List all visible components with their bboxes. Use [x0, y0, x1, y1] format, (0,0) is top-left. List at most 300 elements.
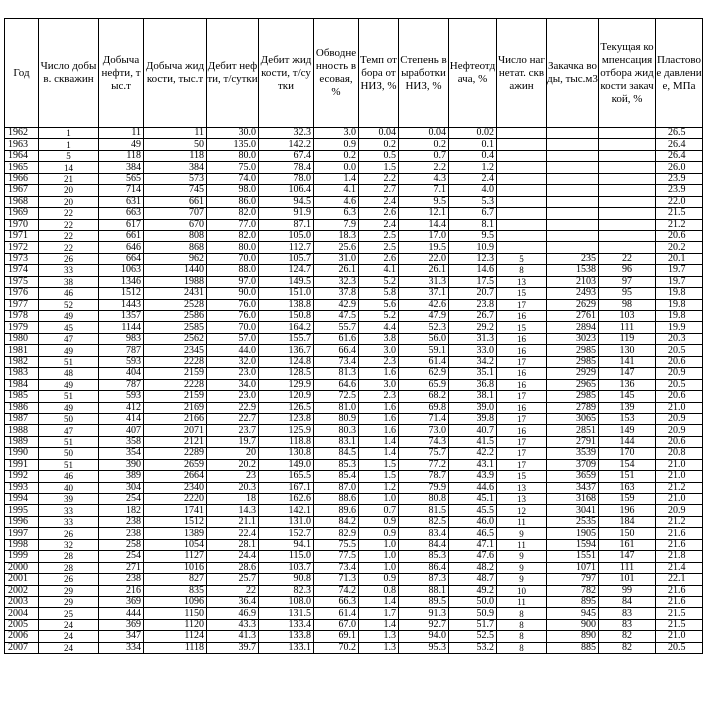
cell-oil-production: 593 [99, 356, 144, 367]
cell-recovery-rate: 0.9 [359, 516, 399, 527]
table-row [5, 494, 703, 505]
cell-reservoir-pressure: 19.7 [656, 276, 703, 287]
cell-water-injection: 2985 [547, 356, 599, 367]
cell-year: 1979 [5, 322, 39, 333]
cell-oil-recovery: 1.2 [449, 162, 497, 173]
cell-recovery-rate: 2.4 [359, 219, 399, 230]
cell-oil-production: 787 [99, 379, 144, 390]
cell-water-cut: 70.2 [314, 642, 359, 653]
cell-liquid-production: 745 [144, 185, 207, 196]
cell-reservoir-pressure: 21.6 [656, 528, 703, 539]
cell-liquid-rate: 128.5 [259, 368, 314, 379]
cell-oil-production: 1346 [99, 276, 144, 287]
cell-water-injection: 2493 [547, 288, 599, 299]
cell-water-cut: 26.1 [314, 265, 359, 276]
cell-oil-rate: 14.3 [207, 505, 259, 516]
cell-liquid-production: 2169 [144, 402, 207, 413]
cell-oil-rate: 80.0 [207, 150, 259, 161]
cell-depletion: 83.4 [399, 528, 449, 539]
cell-compensation [599, 150, 656, 161]
cell-water-cut: 71.3 [314, 574, 359, 585]
cell-water-injection [547, 230, 599, 241]
table-row [5, 619, 703, 630]
cell-compensation: 83 [599, 608, 656, 619]
cell-reservoir-pressure: 20.2 [656, 242, 703, 253]
cell-water-cut: 66.4 [314, 345, 359, 356]
table-row [5, 379, 703, 390]
cell-water-injection: 1905 [547, 528, 599, 539]
cell-oil-production: 1357 [99, 311, 144, 322]
cell-oil-production: 369 [99, 596, 144, 607]
cell-oil-rate: 28.1 [207, 539, 259, 550]
table-container [4, 18, 702, 654]
cell-producing-wells: 47 [39, 425, 99, 436]
cell-oil-rate: 76.0 [207, 311, 259, 322]
cell-oil-recovery: 46.5 [449, 528, 497, 539]
cell-water-injection: 3709 [547, 459, 599, 470]
cell-water-cut: 37.8 [314, 288, 359, 299]
cell-recovery-rate: 5.8 [359, 288, 399, 299]
cell-water-cut: 6.3 [314, 208, 359, 219]
cell-water-cut: 18.3 [314, 230, 359, 241]
cell-oil-production: 631 [99, 196, 144, 207]
table-row [5, 128, 703, 139]
cell-water-cut: 73.4 [314, 562, 359, 573]
cell-liquid-rate: 105.7 [259, 253, 314, 264]
cell-liquid-production: 1120 [144, 619, 207, 630]
cell-recovery-rate: 0.8 [359, 585, 399, 596]
cell-injection-wells: 10 [497, 585, 547, 596]
cell-injection-wells: 11 [497, 539, 547, 550]
cell-liquid-production: 1054 [144, 539, 207, 550]
cell-compensation: 82 [599, 631, 656, 642]
cell-liquid-production: 962 [144, 253, 207, 264]
cell-compensation: 163 [599, 482, 656, 493]
cell-oil-production: 216 [99, 585, 144, 596]
cell-recovery-rate: 1.0 [359, 494, 399, 505]
cell-liquid-production: 2562 [144, 333, 207, 344]
cell-year: 1973 [5, 253, 39, 264]
cell-water-injection: 885 [547, 642, 599, 653]
cell-water-cut: 4.6 [314, 196, 359, 207]
table-row [5, 391, 703, 402]
cell-producing-wells: 28 [39, 562, 99, 573]
table-row [5, 539, 703, 550]
cell-recovery-rate: 0.7 [359, 505, 399, 516]
cell-injection-wells: 16 [497, 368, 547, 379]
cell-water-cut: 4.1 [314, 185, 359, 196]
cell-water-cut: 64.6 [314, 379, 359, 390]
cell-oil-rate: 135.0 [207, 139, 259, 150]
cell-year: 1963 [5, 139, 39, 150]
cell-producing-wells: 22 [39, 208, 99, 219]
cell-compensation: 151 [599, 471, 656, 482]
cell-oil-production: 565 [99, 173, 144, 184]
cell-water-injection: 2629 [547, 299, 599, 310]
cell-oil-recovery: 49.2 [449, 585, 497, 596]
cell-depletion: 65.9 [399, 379, 449, 390]
cell-compensation [599, 230, 656, 241]
cell-depletion: 19.5 [399, 242, 449, 253]
cell-injection-wells: 17 [497, 448, 547, 459]
cell-oil-recovery: 9.5 [449, 230, 497, 241]
cell-oil-rate: 20 [207, 448, 259, 459]
cell-year: 1984 [5, 379, 39, 390]
header-depletion: Степень выработки НИЗ, % [399, 19, 449, 128]
cell-injection-wells [497, 128, 547, 139]
cell-year: 1997 [5, 528, 39, 539]
cell-reservoir-pressure: 20.1 [656, 253, 703, 264]
cell-liquid-rate: 131.5 [259, 608, 314, 619]
cell-recovery-rate: 5.2 [359, 311, 399, 322]
header-producing-wells: Число добыв. скважин [39, 19, 99, 128]
cell-year: 1986 [5, 402, 39, 413]
table-row [5, 425, 703, 436]
cell-water-injection [547, 128, 599, 139]
table-row [5, 150, 703, 161]
cell-compensation: 97 [599, 276, 656, 287]
cell-injection-wells: 16 [497, 425, 547, 436]
cell-liquid-production: 1150 [144, 608, 207, 619]
cell-oil-rate: 97.0 [207, 276, 259, 287]
cell-injection-wells [497, 162, 547, 173]
cell-reservoir-pressure: 21.0 [656, 494, 703, 505]
cell-oil-rate: 28.6 [207, 562, 259, 573]
cell-oil-production: 49 [99, 139, 144, 150]
cell-compensation: 159 [599, 494, 656, 505]
cell-injection-wells: 17 [497, 299, 547, 310]
cell-recovery-rate: 1.4 [359, 436, 399, 447]
cell-recovery-rate: 2.6 [359, 208, 399, 219]
table-row [5, 139, 703, 150]
cell-recovery-rate: 2.4 [359, 196, 399, 207]
cell-oil-production: 617 [99, 219, 144, 230]
cell-water-injection [547, 139, 599, 150]
cell-liquid-rate: 118.8 [259, 436, 314, 447]
cell-producing-wells: 50 [39, 448, 99, 459]
table-row [5, 333, 703, 344]
cell-water-cut: 0.0 [314, 162, 359, 173]
cell-compensation: 136 [599, 379, 656, 390]
cell-oil-production: 714 [99, 185, 144, 196]
cell-recovery-rate: 1.7 [359, 608, 399, 619]
cell-recovery-rate: 2.3 [359, 391, 399, 402]
cell-year: 1974 [5, 265, 39, 276]
cell-compensation: 103 [599, 311, 656, 322]
cell-liquid-production: 2528 [144, 299, 207, 310]
cell-liquid-rate: 167.1 [259, 482, 314, 493]
cell-compensation: 149 [599, 425, 656, 436]
cell-depletion: 31.3 [399, 276, 449, 287]
cell-year: 1996 [5, 516, 39, 527]
cell-producing-wells: 49 [39, 379, 99, 390]
cell-depletion: 42.6 [399, 299, 449, 310]
cell-liquid-rate: 120.9 [259, 391, 314, 402]
cell-depletion: 52.3 [399, 322, 449, 333]
cell-oil-rate: 82.0 [207, 230, 259, 241]
cell-injection-wells [497, 219, 547, 230]
cell-compensation [599, 128, 656, 139]
cell-liquid-rate: 133.4 [259, 619, 314, 630]
cell-year: 1965 [5, 162, 39, 173]
cell-year: 1980 [5, 333, 39, 344]
cell-oil-recovery: 45.5 [449, 505, 497, 516]
cell-oil-recovery: 52.5 [449, 631, 497, 642]
table-row [5, 516, 703, 527]
cell-producing-wells: 20 [39, 196, 99, 207]
table-row [5, 631, 703, 642]
cell-producing-wells: 22 [39, 230, 99, 241]
cell-oil-production: 334 [99, 642, 144, 653]
cell-reservoir-pressure: 19.7 [656, 265, 703, 276]
cell-oil-production: 664 [99, 253, 144, 264]
cell-water-injection: 2929 [547, 368, 599, 379]
cell-producing-wells: 24 [39, 619, 99, 630]
cell-recovery-rate: 3.8 [359, 333, 399, 344]
cell-water-injection [547, 173, 599, 184]
cell-oil-production: 444 [99, 608, 144, 619]
cell-compensation [599, 185, 656, 196]
cell-liquid-production: 11 [144, 128, 207, 139]
cell-depletion: 73.0 [399, 425, 449, 436]
cell-compensation: 154 [599, 459, 656, 470]
header-row [5, 19, 703, 128]
cell-oil-rate: 86.0 [207, 196, 259, 207]
cell-liquid-rate: 150.8 [259, 311, 314, 322]
cell-water-cut: 32.3 [314, 276, 359, 287]
cell-depletion: 71.4 [399, 413, 449, 424]
cell-oil-production: 369 [99, 619, 144, 630]
cell-injection-wells: 12 [497, 505, 547, 516]
table-row [5, 402, 703, 413]
cell-water-cut: 61.6 [314, 333, 359, 344]
table-row [5, 345, 703, 356]
cell-compensation [599, 196, 656, 207]
cell-liquid-production: 2121 [144, 436, 207, 447]
cell-oil-recovery: 39.8 [449, 413, 497, 424]
cell-injection-wells: 15 [497, 288, 547, 299]
cell-liquid-production: 2586 [144, 311, 207, 322]
table-row [5, 368, 703, 379]
cell-liquid-rate: 78.4 [259, 162, 314, 173]
cell-reservoir-pressure: 20.6 [656, 391, 703, 402]
cell-liquid-rate: 133.1 [259, 642, 314, 653]
table-row [5, 311, 703, 322]
cell-water-cut: 75.5 [314, 539, 359, 550]
cell-oil-recovery: 31.3 [449, 333, 497, 344]
cell-water-injection: 1551 [547, 551, 599, 562]
cell-recovery-rate: 1.4 [359, 596, 399, 607]
cell-producing-wells: 49 [39, 402, 99, 413]
cell-oil-recovery: 14.6 [449, 265, 497, 276]
cell-depletion: 86.4 [399, 562, 449, 573]
cell-reservoir-pressure: 20.8 [656, 448, 703, 459]
cell-oil-production: 787 [99, 345, 144, 356]
cell-oil-recovery: 50.0 [449, 596, 497, 607]
cell-year: 1995 [5, 505, 39, 516]
cell-liquid-rate: 87.1 [259, 219, 314, 230]
cell-year: 1967 [5, 185, 39, 196]
cell-depletion: 75.7 [399, 448, 449, 459]
cell-compensation: 130 [599, 345, 656, 356]
cell-recovery-rate: 2.7 [359, 185, 399, 196]
cell-oil-production: 983 [99, 333, 144, 344]
table-row [5, 562, 703, 573]
cell-injection-wells: 8 [497, 608, 547, 619]
cell-water-cut: 74.2 [314, 585, 359, 596]
table-row [5, 173, 703, 184]
table-row [5, 482, 703, 493]
cell-reservoir-pressure: 23.9 [656, 173, 703, 184]
cell-liquid-production: 707 [144, 208, 207, 219]
cell-water-injection: 2535 [547, 516, 599, 527]
cell-injection-wells: 9 [497, 528, 547, 539]
cell-injection-wells [497, 196, 547, 207]
cell-compensation: 144 [599, 436, 656, 447]
cell-producing-wells: 49 [39, 345, 99, 356]
cell-depletion: 7.1 [399, 185, 449, 196]
cell-reservoir-pressure: 21.6 [656, 596, 703, 607]
cell-compensation: 147 [599, 551, 656, 562]
cell-depletion: 0.2 [399, 139, 449, 150]
table-row [5, 242, 703, 253]
cell-liquid-production: 1118 [144, 642, 207, 653]
cell-water-injection: 890 [547, 631, 599, 642]
cell-oil-recovery: 40.7 [449, 425, 497, 436]
cell-producing-wells: 1 [39, 128, 99, 139]
cell-oil-rate: 41.3 [207, 631, 259, 642]
cell-oil-production: 1512 [99, 288, 144, 299]
cell-oil-production: 661 [99, 230, 144, 241]
cell-liquid-production: 1988 [144, 276, 207, 287]
cell-injection-wells: 16 [497, 379, 547, 390]
cell-producing-wells: 45 [39, 322, 99, 333]
cell-liquid-production: 1124 [144, 631, 207, 642]
cell-recovery-rate: 1.2 [359, 482, 399, 493]
header-compensation: Текущая компенсация отбора жидкости закачкой, % [599, 19, 656, 128]
cell-water-cut: 66.3 [314, 596, 359, 607]
cell-water-injection [547, 208, 599, 219]
cell-injection-wells: 11 [497, 516, 547, 527]
cell-recovery-rate: 2.5 [359, 230, 399, 241]
cell-water-cut: 84.5 [314, 448, 359, 459]
table-row [5, 185, 703, 196]
cell-water-injection: 1594 [547, 539, 599, 550]
cell-liquid-production: 118 [144, 150, 207, 161]
cell-oil-recovery: 53.2 [449, 642, 497, 653]
cell-injection-wells [497, 242, 547, 253]
cell-reservoir-pressure: 21.8 [656, 551, 703, 562]
cell-oil-production: 384 [99, 162, 144, 173]
cell-compensation: 170 [599, 448, 656, 459]
cell-oil-recovery: 36.8 [449, 379, 497, 390]
cell-water-cut: 80.9 [314, 413, 359, 424]
cell-year: 1976 [5, 288, 39, 299]
table-row [5, 208, 703, 219]
cell-injection-wells: 9 [497, 562, 547, 573]
cell-depletion: 69.8 [399, 402, 449, 413]
cell-year: 1992 [5, 471, 39, 482]
cell-recovery-rate: 0.9 [359, 528, 399, 539]
table-row [5, 322, 703, 333]
table-row [5, 265, 703, 276]
cell-compensation: 139 [599, 402, 656, 413]
cell-injection-wells: 9 [497, 551, 547, 562]
cell-liquid-rate: 106.4 [259, 185, 314, 196]
cell-oil-rate: 70.0 [207, 253, 259, 264]
cell-oil-rate: 98.0 [207, 185, 259, 196]
cell-oil-production: 238 [99, 574, 144, 585]
cell-producing-wells: 33 [39, 505, 99, 516]
cell-year: 2005 [5, 619, 39, 630]
cell-reservoir-pressure: 19.8 [656, 311, 703, 322]
cell-reservoir-pressure: 22.0 [656, 196, 703, 207]
cell-depletion: 88.1 [399, 585, 449, 596]
cell-recovery-rate: 0.2 [359, 139, 399, 150]
cell-liquid-rate: 131.0 [259, 516, 314, 527]
cell-oil-recovery: 10.9 [449, 242, 497, 253]
cell-recovery-rate: 0.9 [359, 574, 399, 585]
cell-water-cut: 0.9 [314, 139, 359, 150]
cell-liquid-production: 1016 [144, 562, 207, 573]
table-row [5, 196, 703, 207]
cell-year: 2003 [5, 596, 39, 607]
cell-depletion: 0.04 [399, 128, 449, 139]
cell-producing-wells: 28 [39, 551, 99, 562]
cell-liquid-rate: 149.0 [259, 459, 314, 470]
cell-year: 1991 [5, 459, 39, 470]
cell-year: 2001 [5, 574, 39, 585]
cell-producing-wells: 14 [39, 162, 99, 173]
cell-compensation [599, 208, 656, 219]
cell-oil-recovery: 12.3 [449, 253, 497, 264]
cell-reservoir-pressure: 20.6 [656, 356, 703, 367]
cell-oil-production: 238 [99, 528, 144, 539]
cell-liquid-production: 2289 [144, 448, 207, 459]
cell-liquid-rate: 142.1 [259, 505, 314, 516]
cell-compensation: 145 [599, 391, 656, 402]
cell-producing-wells: 33 [39, 265, 99, 276]
header-liquid-rate: Дебит жидкости, т/сутки [259, 19, 314, 128]
cell-oil-rate: 22.4 [207, 528, 259, 539]
cell-oil-production: 271 [99, 562, 144, 573]
cell-oil-rate: 44.0 [207, 345, 259, 356]
cell-oil-rate: 21.1 [207, 516, 259, 527]
cell-oil-recovery: 47.6 [449, 551, 497, 562]
cell-liquid-production: 661 [144, 196, 207, 207]
cell-reservoir-pressure: 20.3 [656, 333, 703, 344]
cell-liquid-production: 827 [144, 574, 207, 585]
cell-year: 1982 [5, 356, 39, 367]
cell-producing-wells: 38 [39, 276, 99, 287]
cell-producing-wells: 32 [39, 539, 99, 550]
cell-compensation: 150 [599, 528, 656, 539]
table-row [5, 299, 703, 310]
cell-year: 1964 [5, 150, 39, 161]
cell-liquid-production: 868 [144, 242, 207, 253]
header-oil-recovery: Нефтеотдача, % [449, 19, 497, 128]
cell-oil-recovery: 0.4 [449, 150, 497, 161]
cell-oil-production: 358 [99, 436, 144, 447]
cell-producing-wells: 29 [39, 585, 99, 596]
cell-oil-recovery: 6.7 [449, 208, 497, 219]
cell-liquid-production: 2159 [144, 391, 207, 402]
cell-year: 1977 [5, 299, 39, 310]
cell-depletion: 74.3 [399, 436, 449, 447]
header-year: Год [5, 19, 39, 128]
cell-water-injection: 235 [547, 253, 599, 264]
cell-producing-wells: 26 [39, 528, 99, 539]
